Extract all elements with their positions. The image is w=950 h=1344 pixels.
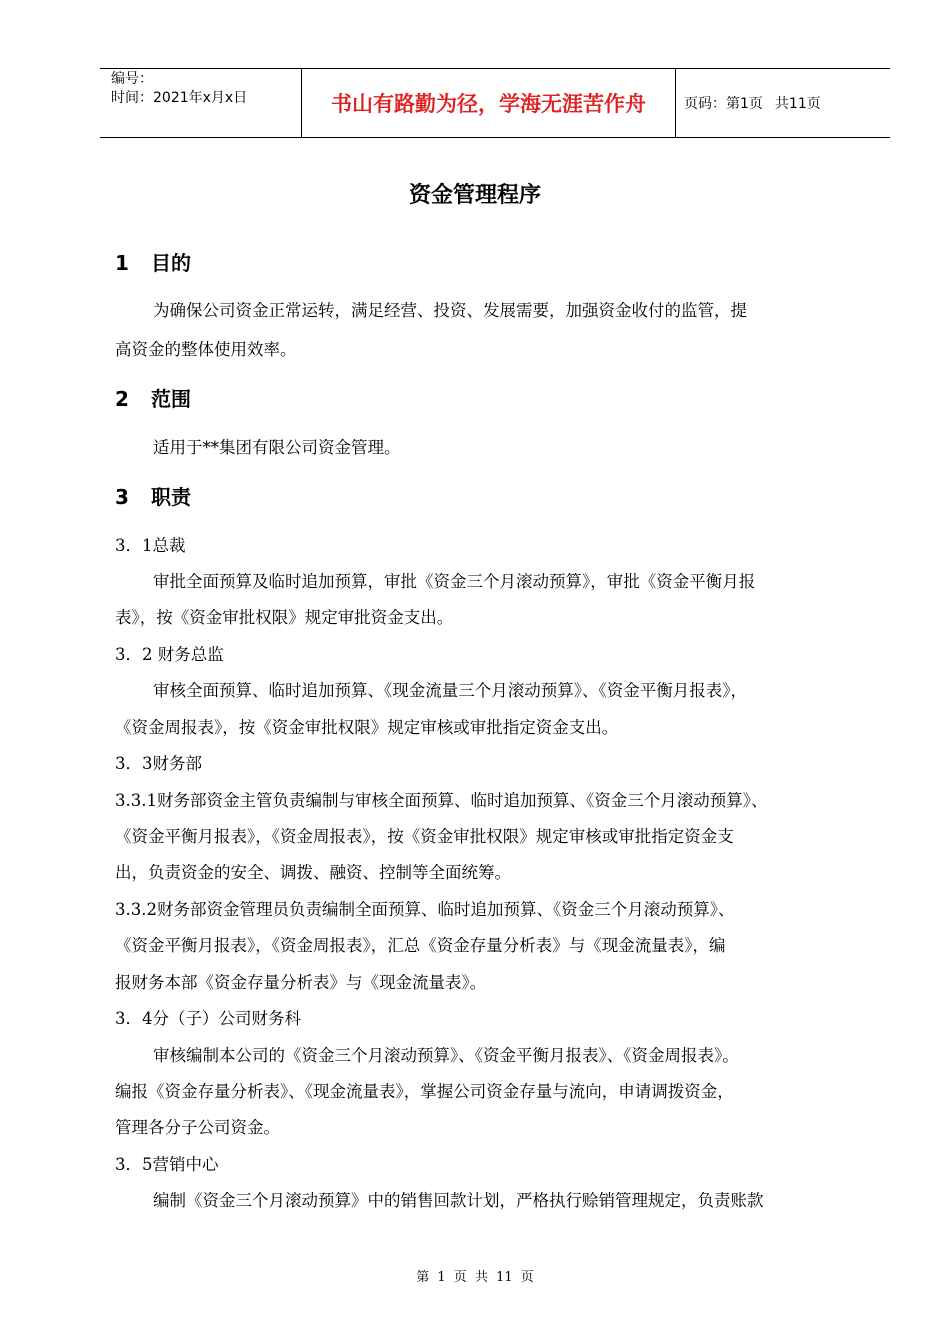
section-heading-3 xyxy=(115,481,191,510)
page-header xyxy=(100,68,890,138)
subsection-heading: 3．2 财务总监 xyxy=(115,645,224,664)
section-number: 3 xyxy=(115,485,129,509)
paragraph-line: 出，负责资金的安全、调拨、融资、控制等全面统筹。 xyxy=(115,863,511,882)
footer-ye2: 页 xyxy=(520,1270,534,1285)
paragraph-line: 《资金平衡月报表》，《资金周报表》，汇总《资金存量分析表》与《现金流量表》，编 xyxy=(115,936,726,955)
section-title: 职责 xyxy=(151,485,191,509)
section-title: 目的 xyxy=(151,251,191,275)
footer-gong: 共 xyxy=(474,1270,488,1285)
paragraph-line: 为确保公司资金正常运转，满足经营、投资、发展需要，加强资金收付的监管，提 xyxy=(153,301,747,320)
page-footer xyxy=(0,1266,950,1285)
subsection-heading: 3．5营销中心 xyxy=(115,1155,219,1174)
section-number: 2 xyxy=(115,387,129,411)
paragraph-line: 报财务本部《资金存量分析表》与《现金流量表》。 xyxy=(115,973,487,992)
paragraph-line: 3.3.2财务部资金管理员负责编制全面预算、临时追加预算、《资金三个月滚动预算》、 xyxy=(115,900,735,919)
footer-total-pages: 11 xyxy=(496,1270,513,1285)
subsection-heading: 3．1总裁 xyxy=(115,536,186,555)
paragraph-line: 审核编制本公司的《资金三个月滚动预算》、《资金平衡月报表》、《资金周报表》。 xyxy=(153,1046,739,1065)
paragraph-line: 《资金周报表》，按《资金审批权限》规定审核或审批指定资金支出。 xyxy=(115,718,619,737)
paragraph-line: 高资金的整体使用效率。 xyxy=(115,340,297,359)
footer-ye: 页 xyxy=(453,1270,467,1285)
section-heading-2 xyxy=(115,383,191,412)
header-page-info xyxy=(676,69,890,137)
paragraph-line: 适用于**集团有限公司资金管理。 xyxy=(153,438,401,457)
paragraph-line: 编报《资金存量分析表》、《现金流量表》，掌握公司资金存量与流向，申请调拨资金， xyxy=(115,1082,734,1101)
page-title: 资金管理程序 xyxy=(408,183,541,208)
paragraph-line: 编制《资金三个月滚动预算》中的销售回款计划，严格执行赊销管理规定，负责账款 xyxy=(153,1191,764,1210)
subsection-heading: 3．3财务部 xyxy=(115,754,202,773)
section-number: 1 xyxy=(115,251,129,275)
paragraph-line: 审批全面预算及临时追加预算，审批《资金三个月滚动预算》，审批《资金平衡月报 xyxy=(153,572,756,591)
header-motto: 书山有路勤为径，学海无涯苦作舟 xyxy=(302,69,676,137)
section-title: 范围 xyxy=(151,387,191,411)
subsection-heading: 3．4分（子）公司财务科 xyxy=(115,1009,301,1028)
footer-page-number: 1 xyxy=(437,1270,446,1285)
header-time-label: 时间：2021年x月x日 xyxy=(111,90,248,106)
paragraph-line: 《资金平衡月报表》，《资金周报表》，按《资金审批权限》规定审核或审批指定资金支 xyxy=(115,827,734,846)
header-page-label: 页码：第1页 xyxy=(684,96,763,112)
footer-di: 第 xyxy=(416,1270,430,1285)
header-left-cell xyxy=(100,69,302,137)
header-total-label: 共11页 xyxy=(774,96,821,112)
paragraph-line: 审核全面预算、临时追加预算、《现金流量三个月滚动预算》、《资金平衡月报表》， xyxy=(153,681,747,700)
section-heading-1 xyxy=(115,247,191,276)
paragraph-line: 3.3.1财务部资金主管负责编制与审核全面预算、临时追加预算、《资金三个月滚动预算》、 xyxy=(115,791,768,810)
paragraph-line: 管理各分子公司资金。 xyxy=(115,1118,280,1137)
header-number-label: 编号： xyxy=(111,71,153,87)
paragraph-line: 表》，按《资金审批权限》规定审批资金支出。 xyxy=(115,608,454,627)
